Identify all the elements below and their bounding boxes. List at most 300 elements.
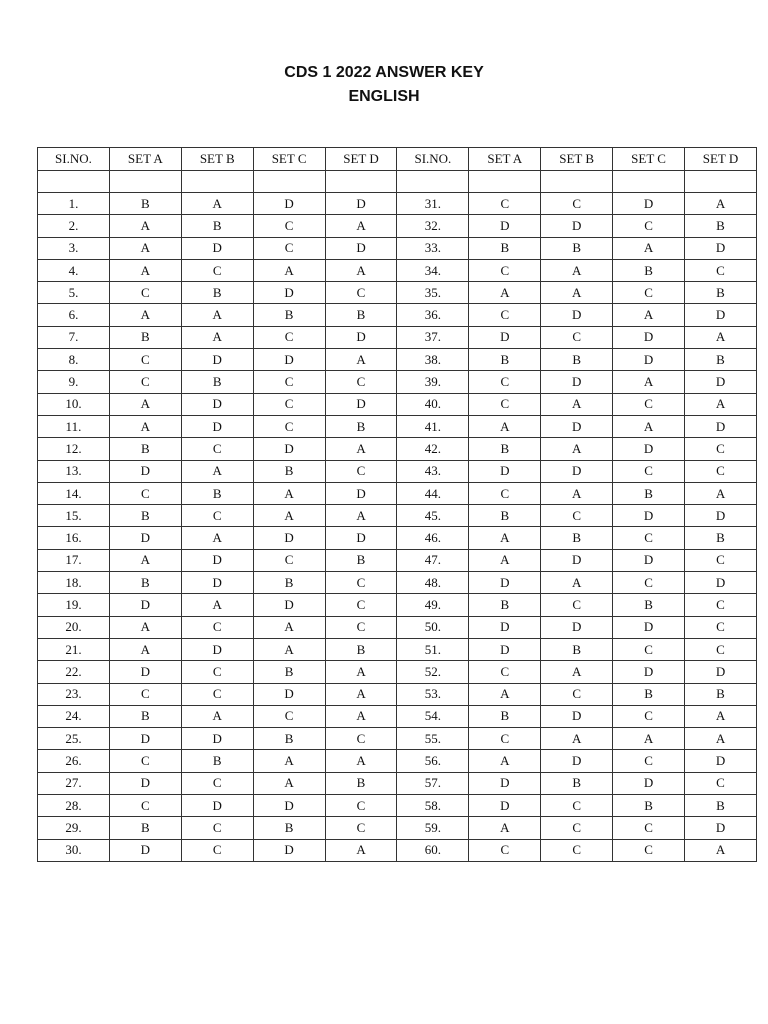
blank-cell xyxy=(613,171,685,193)
question-number-cell: 53. xyxy=(397,683,469,705)
question-number-cell: 50. xyxy=(397,616,469,638)
question-number-cell: 13. xyxy=(38,460,110,482)
answer-cell: A xyxy=(181,594,253,616)
answer-cell: D xyxy=(181,549,253,571)
question-number-cell: 2. xyxy=(38,215,110,237)
question-number-cell: 36. xyxy=(397,304,469,326)
answer-cell: B xyxy=(109,572,181,594)
answer-cell: C xyxy=(613,215,685,237)
answer-cell: C xyxy=(181,772,253,794)
answer-cell: D xyxy=(109,839,181,861)
column-header: SET B xyxy=(541,148,613,171)
question-number-cell: 20. xyxy=(38,616,110,638)
question-number-cell: 43. xyxy=(397,460,469,482)
answer-cell: D xyxy=(613,505,685,527)
answer-cell: D xyxy=(253,683,325,705)
answer-cell: A xyxy=(541,438,613,460)
table-row xyxy=(38,460,757,482)
question-number-cell: 33. xyxy=(397,237,469,259)
table-row xyxy=(38,638,757,660)
page-subtitle: ENGLISH xyxy=(348,88,420,105)
answer-cell: D xyxy=(325,482,397,504)
answer-cell: A xyxy=(253,750,325,772)
answer-cell: C xyxy=(541,817,613,839)
answer-cell: B xyxy=(541,638,613,660)
question-number-cell: 31. xyxy=(397,193,469,215)
question-number-cell: 35. xyxy=(397,282,469,304)
answer-cell: A xyxy=(181,705,253,727)
answer-cell: D xyxy=(469,638,541,660)
table-row xyxy=(38,304,757,326)
answer-cell: A xyxy=(325,349,397,371)
answer-cell: A xyxy=(325,839,397,861)
question-number-cell: 45. xyxy=(397,505,469,527)
table-row xyxy=(38,572,757,594)
answer-cell: B xyxy=(325,415,397,437)
answer-cell: A xyxy=(109,393,181,415)
answer-cell: B xyxy=(469,237,541,259)
answer-cell: D xyxy=(109,661,181,683)
answer-cell: A xyxy=(685,193,757,215)
question-number-cell: 56. xyxy=(397,750,469,772)
answer-cell: C xyxy=(325,371,397,393)
answer-cell: C xyxy=(541,683,613,705)
answer-cell: C xyxy=(181,839,253,861)
table-row xyxy=(38,839,757,861)
answer-cell: D xyxy=(469,772,541,794)
answer-cell: D xyxy=(613,616,685,638)
question-number-cell: 60. xyxy=(397,839,469,861)
answer-cell: C xyxy=(325,817,397,839)
answer-cell: C xyxy=(109,795,181,817)
answer-cell: D xyxy=(181,795,253,817)
answer-cell: B xyxy=(685,349,757,371)
question-number-cell: 14. xyxy=(38,482,110,504)
answer-cell: B xyxy=(613,795,685,817)
table-row xyxy=(38,705,757,727)
answer-cell: A xyxy=(181,326,253,348)
answer-cell: A xyxy=(613,371,685,393)
answer-cell: B xyxy=(541,527,613,549)
answer-cell: A xyxy=(325,438,397,460)
answer-cell: A xyxy=(109,304,181,326)
question-number-cell: 28. xyxy=(38,795,110,817)
answer-cell: A xyxy=(541,393,613,415)
answer-cell: A xyxy=(541,728,613,750)
question-number-cell: 58. xyxy=(397,795,469,817)
answer-cell: B xyxy=(181,215,253,237)
answer-cell: B xyxy=(181,371,253,393)
answer-cell: A xyxy=(109,237,181,259)
answer-cell: A xyxy=(253,638,325,660)
answer-cell: D xyxy=(469,215,541,237)
answer-cell: A xyxy=(181,304,253,326)
answer-cell: C xyxy=(253,326,325,348)
answer-cell: B xyxy=(325,772,397,794)
answer-cell: D xyxy=(541,460,613,482)
question-number-cell: 3. xyxy=(38,237,110,259)
answer-cell: D xyxy=(325,393,397,415)
answer-cell: C xyxy=(541,505,613,527)
question-number-cell: 8. xyxy=(38,349,110,371)
question-number-cell: 48. xyxy=(397,572,469,594)
answer-cell: A xyxy=(469,527,541,549)
column-header: SET B xyxy=(181,148,253,171)
table-row xyxy=(38,661,757,683)
answer-cell: C xyxy=(469,259,541,281)
answer-cell: C xyxy=(109,371,181,393)
table-row xyxy=(38,594,757,616)
table-row xyxy=(38,683,757,705)
answer-cell: C xyxy=(613,705,685,727)
answer-cell: D xyxy=(109,594,181,616)
table-row xyxy=(38,527,757,549)
question-number-cell: 12. xyxy=(38,438,110,460)
question-number-cell: 57. xyxy=(397,772,469,794)
answer-cell: B xyxy=(469,349,541,371)
question-number-cell: 54. xyxy=(397,705,469,727)
answer-cell: B xyxy=(469,505,541,527)
answer-cell: C xyxy=(253,415,325,437)
answer-cell: A xyxy=(685,728,757,750)
answer-cell: A xyxy=(325,705,397,727)
answer-cell: C xyxy=(613,527,685,549)
answer-cell: D xyxy=(541,304,613,326)
answer-cell: C xyxy=(685,460,757,482)
answer-cell: A xyxy=(109,215,181,237)
answer-cell: D xyxy=(469,326,541,348)
table-row xyxy=(38,795,757,817)
answer-cell: C xyxy=(541,193,613,215)
table-row xyxy=(38,482,757,504)
answer-cell: A xyxy=(325,259,397,281)
answer-cell: D xyxy=(109,772,181,794)
question-number-cell: 47. xyxy=(397,549,469,571)
answer-cell: C xyxy=(541,839,613,861)
answer-cell: A xyxy=(469,282,541,304)
table-row xyxy=(38,393,757,415)
answer-cell: D xyxy=(613,193,685,215)
answer-cell: A xyxy=(325,661,397,683)
answer-cell: C xyxy=(613,817,685,839)
blank-cell xyxy=(541,171,613,193)
answer-cell: C xyxy=(253,237,325,259)
blank-cell xyxy=(469,171,541,193)
answer-cell: C xyxy=(325,282,397,304)
answer-cell: C xyxy=(469,728,541,750)
answer-cell: C xyxy=(469,482,541,504)
column-header: SET D xyxy=(325,148,397,171)
answer-cell: C xyxy=(325,572,397,594)
table-row xyxy=(38,549,757,571)
answer-cell: D xyxy=(469,616,541,638)
table-row xyxy=(38,326,757,348)
answer-cell: A xyxy=(325,505,397,527)
answer-cell: C xyxy=(181,616,253,638)
answer-cell: C xyxy=(613,839,685,861)
answer-cell: B xyxy=(685,282,757,304)
answer-cell: C xyxy=(325,795,397,817)
answer-cell: B xyxy=(469,705,541,727)
answer-cell: D xyxy=(469,572,541,594)
blank-cell xyxy=(253,171,325,193)
answer-cell: B xyxy=(325,304,397,326)
question-number-cell: 17. xyxy=(38,549,110,571)
answer-cell: D xyxy=(613,549,685,571)
answer-cell: A xyxy=(109,259,181,281)
question-number-cell: 25. xyxy=(38,728,110,750)
answer-cell: D xyxy=(109,728,181,750)
answer-cell: D xyxy=(685,371,757,393)
answer-cell: D xyxy=(685,415,757,437)
answer-cell: A xyxy=(253,616,325,638)
question-number-cell: 18. xyxy=(38,572,110,594)
answer-cell: C xyxy=(109,683,181,705)
answer-cell: A xyxy=(469,549,541,571)
question-number-cell: 46. xyxy=(397,527,469,549)
answer-cell: A xyxy=(685,326,757,348)
answer-cell: D xyxy=(685,750,757,772)
answer-cell: B xyxy=(109,438,181,460)
answer-cell: D xyxy=(181,572,253,594)
answer-cell: A xyxy=(325,750,397,772)
answer-cell: B xyxy=(253,661,325,683)
question-number-cell: 22. xyxy=(38,661,110,683)
answer-cell: D xyxy=(685,237,757,259)
column-header: SET A xyxy=(469,148,541,171)
answer-cell: A xyxy=(181,527,253,549)
answer-cell: A xyxy=(253,505,325,527)
answer-cell: C xyxy=(469,839,541,861)
answer-cell: D xyxy=(541,705,613,727)
table-row xyxy=(38,728,757,750)
answer-cell: B xyxy=(325,549,397,571)
answer-cell: A xyxy=(613,304,685,326)
answer-cell: C xyxy=(613,572,685,594)
answer-cell: C xyxy=(109,750,181,772)
table-row xyxy=(38,505,757,527)
answer-cell: D xyxy=(685,817,757,839)
answer-cell: C xyxy=(685,616,757,638)
answer-cell: D xyxy=(613,772,685,794)
table-row xyxy=(38,193,757,215)
answer-cell: A xyxy=(109,549,181,571)
blank-cell xyxy=(109,171,181,193)
answer-cell: D xyxy=(253,193,325,215)
answer-cell: D xyxy=(325,527,397,549)
answer-cell: C xyxy=(109,282,181,304)
question-number-cell: 40. xyxy=(397,393,469,415)
answer-cell: C xyxy=(613,750,685,772)
question-number-cell: 21. xyxy=(38,638,110,660)
answer-cell: D xyxy=(181,728,253,750)
question-number-cell: 55. xyxy=(397,728,469,750)
question-number-cell: 5. xyxy=(38,282,110,304)
table-row xyxy=(38,750,757,772)
answer-cell: C xyxy=(181,505,253,527)
question-number-cell: 30. xyxy=(38,839,110,861)
answer-cell: A xyxy=(685,393,757,415)
answer-cell: C xyxy=(325,594,397,616)
answer-cell: C xyxy=(685,549,757,571)
answer-cell: A xyxy=(253,482,325,504)
answer-cell: C xyxy=(253,549,325,571)
answer-cell: C xyxy=(181,438,253,460)
answer-cell: D xyxy=(541,415,613,437)
question-number-cell: 6. xyxy=(38,304,110,326)
answer-cell: A xyxy=(469,817,541,839)
blank-cell xyxy=(397,171,469,193)
answer-cell: D xyxy=(541,371,613,393)
answer-cell: D xyxy=(613,349,685,371)
answer-cell: A xyxy=(109,415,181,437)
answer-cell: C xyxy=(253,393,325,415)
answer-cell: B xyxy=(253,304,325,326)
answer-cell: B xyxy=(109,817,181,839)
answer-cell: B xyxy=(613,259,685,281)
answer-cell: B xyxy=(109,326,181,348)
answer-cell: D xyxy=(253,282,325,304)
answer-cell: B xyxy=(613,594,685,616)
answer-cell: D xyxy=(253,349,325,371)
answer-cell: B xyxy=(685,527,757,549)
question-number-cell: 52. xyxy=(397,661,469,683)
answer-cell: D xyxy=(181,638,253,660)
question-number-cell: 4. xyxy=(38,259,110,281)
answer-cell: D xyxy=(181,237,253,259)
question-number-cell: 42. xyxy=(397,438,469,460)
answer-cell: B xyxy=(613,482,685,504)
answer-cell: B xyxy=(181,282,253,304)
answer-cell: D xyxy=(685,572,757,594)
answer-cell: C xyxy=(325,460,397,482)
table-row xyxy=(38,215,757,237)
answer-cell: A xyxy=(181,193,253,215)
answer-cell: A xyxy=(541,259,613,281)
question-number-cell: 44. xyxy=(397,482,469,504)
question-number-cell: 1. xyxy=(38,193,110,215)
blank-cell xyxy=(181,171,253,193)
table-row xyxy=(38,282,757,304)
answer-cell: C xyxy=(685,438,757,460)
answer-cell: C xyxy=(685,259,757,281)
answer-cell: D xyxy=(541,549,613,571)
answer-cell: C xyxy=(541,795,613,817)
answer-cell: B xyxy=(109,193,181,215)
question-number-cell: 37. xyxy=(397,326,469,348)
answer-cell: C xyxy=(253,705,325,727)
blank-cell xyxy=(38,171,110,193)
answer-cell: A xyxy=(469,750,541,772)
answer-cell: B xyxy=(613,683,685,705)
question-number-cell: 59. xyxy=(397,817,469,839)
blank-row xyxy=(38,171,757,193)
column-header: SI.NO. xyxy=(397,148,469,171)
answer-cell: B xyxy=(181,750,253,772)
answer-cell: A xyxy=(685,839,757,861)
answer-cell: D xyxy=(181,415,253,437)
answer-cell: C xyxy=(613,393,685,415)
answer-cell: C xyxy=(109,482,181,504)
column-header: SET A xyxy=(109,148,181,171)
question-number-cell: 7. xyxy=(38,326,110,348)
table-header-row xyxy=(38,148,757,171)
answer-cell: C xyxy=(181,259,253,281)
answer-cell: A xyxy=(541,661,613,683)
answer-cell: A xyxy=(541,572,613,594)
answer-cell: D xyxy=(469,460,541,482)
answer-cell: A xyxy=(181,460,253,482)
answer-cell: C xyxy=(613,282,685,304)
answer-cell: C xyxy=(253,215,325,237)
question-number-cell: 41. xyxy=(397,415,469,437)
answer-cell: B xyxy=(253,460,325,482)
answer-cell: D xyxy=(253,839,325,861)
answer-cell: A xyxy=(685,705,757,727)
answer-cell: C xyxy=(613,460,685,482)
answer-cell: B xyxy=(253,572,325,594)
answer-cell: C xyxy=(541,594,613,616)
answer-cell: B xyxy=(469,594,541,616)
question-number-cell: 19. xyxy=(38,594,110,616)
question-number-cell: 34. xyxy=(397,259,469,281)
question-number-cell: 15. xyxy=(38,505,110,527)
answer-cell: B xyxy=(469,438,541,460)
answer-cell: D xyxy=(685,661,757,683)
answer-cell: A xyxy=(325,215,397,237)
answer-cell: C xyxy=(181,661,253,683)
table-row xyxy=(38,415,757,437)
answer-cell: D xyxy=(685,505,757,527)
answer-cell: B xyxy=(253,728,325,750)
answer-cell: C xyxy=(469,193,541,215)
answer-cell: D xyxy=(253,594,325,616)
answer-key-table xyxy=(37,147,757,862)
answer-cell: C xyxy=(685,594,757,616)
answer-cell: C xyxy=(181,817,253,839)
answer-cell: A xyxy=(541,482,613,504)
answer-cell: D xyxy=(325,237,397,259)
blank-cell xyxy=(325,171,397,193)
answer-cell: B xyxy=(685,215,757,237)
answer-cell: B xyxy=(685,683,757,705)
answer-cell: C xyxy=(181,683,253,705)
question-number-cell: 16. xyxy=(38,527,110,549)
question-number-cell: 23. xyxy=(38,683,110,705)
answer-cell: A xyxy=(253,259,325,281)
answer-cell: B xyxy=(541,772,613,794)
answer-cell: D xyxy=(253,527,325,549)
answer-cell: C xyxy=(469,393,541,415)
answer-cell: B xyxy=(181,482,253,504)
answer-cell: C xyxy=(469,304,541,326)
answer-cell: D xyxy=(181,349,253,371)
column-header: SI.NO. xyxy=(38,148,110,171)
answer-cell: C xyxy=(541,326,613,348)
answer-cell: D xyxy=(541,750,613,772)
question-number-cell: 29. xyxy=(38,817,110,839)
answer-cell: D xyxy=(613,438,685,460)
table-body xyxy=(38,171,757,862)
answer-cell: B xyxy=(541,349,613,371)
answer-cell: D xyxy=(613,661,685,683)
answer-cell: B xyxy=(109,705,181,727)
column-header: SET C xyxy=(613,148,685,171)
answer-cell: A xyxy=(613,728,685,750)
answer-cell: B xyxy=(541,237,613,259)
answer-cell: D xyxy=(253,438,325,460)
answer-cell: C xyxy=(253,371,325,393)
